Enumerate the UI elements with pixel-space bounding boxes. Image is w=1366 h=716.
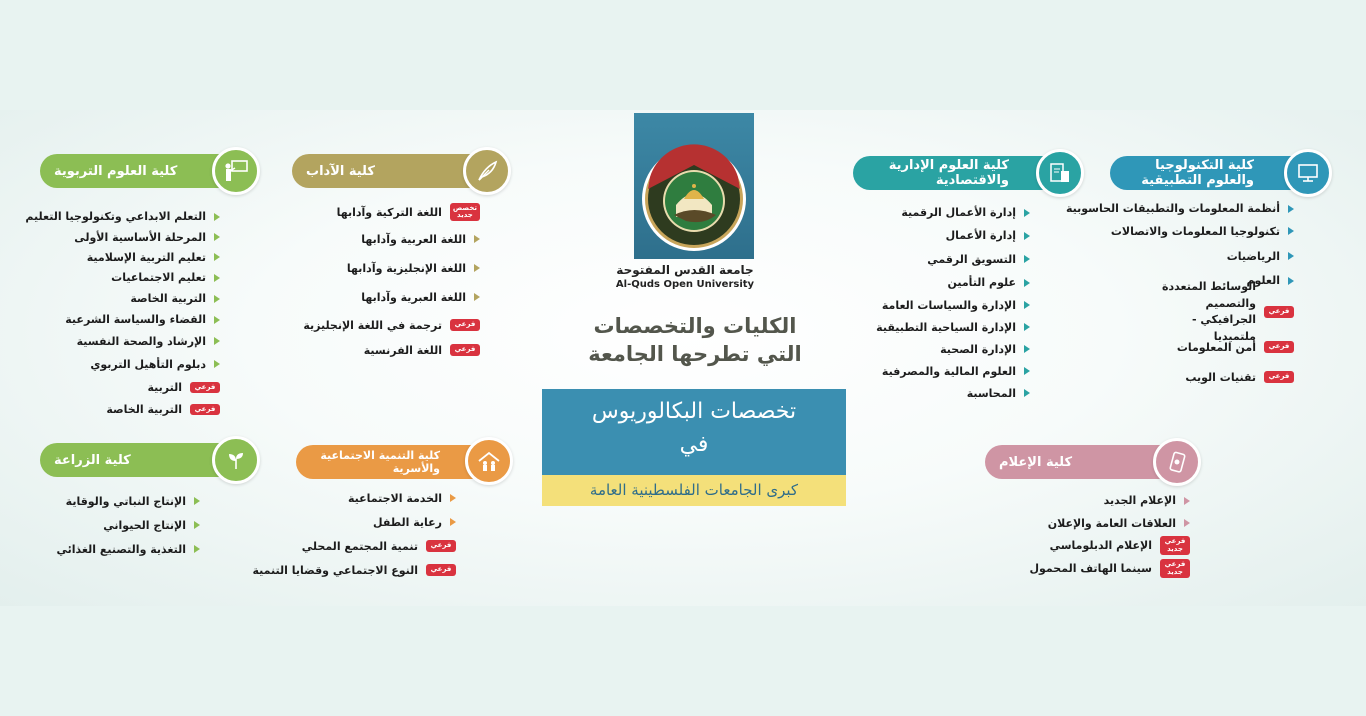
list-item[interactable]: الإنتاج النباتي والوقاية bbox=[60, 489, 200, 513]
bachelor-programs-box bbox=[542, 389, 846, 475]
list-item[interactable]: الإنتاج الحيواني bbox=[60, 513, 200, 537]
bullet-icon bbox=[214, 360, 220, 368]
college-management-list bbox=[876, 201, 1030, 404]
list-item[interactable]: إدارة الأعمال bbox=[880, 224, 1030, 247]
headline-line-1: الكليات والتخصصات bbox=[593, 314, 797, 338]
bullet-icon bbox=[474, 264, 480, 272]
branch-badge: فرعي bbox=[1264, 341, 1294, 352]
bullet-icon bbox=[450, 518, 456, 526]
bullet-icon bbox=[194, 497, 200, 505]
list-item[interactable]: القضاء والسياسة الشرعية bbox=[50, 309, 220, 330]
university-name-en: Al-Quds Open University bbox=[615, 279, 755, 290]
college-social-header[interactable] bbox=[296, 445, 492, 479]
bullet-icon bbox=[1184, 519, 1190, 527]
bullet-icon bbox=[1024, 209, 1030, 217]
list-item[interactable]: الإرشاد والصحة النفسية bbox=[50, 330, 220, 352]
list-item[interactable]: تعليم الاجتماعيات bbox=[50, 267, 220, 288]
college-technology-list bbox=[1065, 198, 1294, 392]
branch-badge: فرعي bbox=[426, 540, 456, 551]
bullet-icon bbox=[1288, 252, 1294, 260]
bullet-icon bbox=[1024, 389, 1030, 397]
computer-monitor-icon bbox=[1284, 149, 1332, 197]
branch-badge: فرعي bbox=[450, 319, 480, 330]
list-item[interactable]: فرعي جديد الإعلام الدبلوماسي bbox=[1030, 534, 1190, 557]
branch-badge: فرعي bbox=[190, 404, 220, 415]
bullet-icon bbox=[474, 293, 480, 301]
list-item[interactable]: فرعي ترجمة في اللغة الإنجليزية bbox=[300, 312, 480, 338]
list-item[interactable]: إدارة الأعمال الرقمية bbox=[880, 201, 1030, 224]
branch-new-badge: فرعي جديد bbox=[1160, 536, 1190, 555]
list-item[interactable]: التغذية والتصنيع الغذائي bbox=[60, 537, 200, 561]
branch-new-badge: فرعي جديد bbox=[1160, 559, 1190, 578]
bullet-icon bbox=[214, 295, 220, 303]
bullet-icon bbox=[1024, 301, 1030, 309]
family-house-icon bbox=[465, 437, 513, 485]
headline-line-2: التي تطرحها الجامعة bbox=[588, 342, 802, 367]
college-agriculture-header[interactable] bbox=[40, 443, 236, 477]
bullet-icon bbox=[214, 213, 220, 221]
college-arts-header[interactable] bbox=[292, 154, 488, 188]
college-management-header[interactable] bbox=[853, 156, 1065, 190]
list-item[interactable]: فرعي أمن المعلومات bbox=[1110, 332, 1294, 362]
college-management-title: كلية العلوم الإدارية والاقتصادية bbox=[888, 158, 1009, 188]
bullet-icon bbox=[1288, 277, 1294, 285]
list-item[interactable]: الإعلام الجديد bbox=[1030, 489, 1190, 512]
university-name-ar: جامعة القدس المفتوحة bbox=[616, 263, 754, 277]
list-item[interactable]: فرعي النوع الاجتماعي وقضايا التنمية bbox=[296, 558, 456, 582]
list-item[interactable]: الإدارة السياحية التطبيقية bbox=[880, 316, 1030, 338]
list-item[interactable]: تخصص جديد اللغة التركية وآدابها bbox=[300, 200, 480, 224]
list-item[interactable]: فرعي اللغة الفرنسية bbox=[300, 338, 480, 362]
lightbulb-plant-icon bbox=[212, 436, 260, 484]
list-item[interactable]: التعلم الابداعي وتكنولوجيا التعليم bbox=[50, 206, 220, 227]
college-education-list bbox=[25, 206, 220, 420]
bullet-icon bbox=[1024, 232, 1030, 240]
list-item[interactable]: فرعي الوسائط المتعددة والتصميم الجرافيكي - ملتميديا bbox=[1110, 292, 1294, 332]
list-item[interactable]: العلاقات العامة والإعلان bbox=[1030, 512, 1190, 534]
list-item[interactable]: تعليم التربية الإسلامية bbox=[50, 247, 220, 267]
list-item[interactable]: فرعي تقنيات الويب bbox=[1110, 362, 1294, 392]
list-item[interactable]: فرعي جديد سينما الهاتف المحمول bbox=[1030, 557, 1190, 580]
list-item[interactable]: فرعي تنمية المجتمع المحلي bbox=[296, 534, 456, 558]
bullet-icon bbox=[194, 521, 200, 529]
college-education-title: كلية العلوم التربوية bbox=[54, 163, 178, 179]
college-agriculture-title: كلية الزراعة bbox=[54, 452, 131, 468]
college-media-header[interactable] bbox=[985, 445, 1181, 479]
list-item[interactable]: علوم التأمين bbox=[880, 271, 1030, 294]
list-item[interactable]: الإدارة والسياسات العامة bbox=[880, 294, 1030, 316]
bullet-icon bbox=[214, 316, 220, 324]
branch-badge: فرعي bbox=[450, 344, 480, 355]
list-item[interactable]: تكنولوجيا المعلومات والاتصالات bbox=[1110, 219, 1294, 243]
list-item[interactable]: فرعي التربية bbox=[50, 376, 220, 399]
list-item[interactable]: دبلوم التأهيل التربوي bbox=[50, 352, 220, 376]
branch-badge: فرعي bbox=[426, 564, 456, 575]
bullet-icon bbox=[450, 494, 456, 502]
list-item[interactable]: المحاسبة bbox=[880, 382, 1030, 404]
university-logo bbox=[634, 113, 754, 259]
bullet-icon bbox=[214, 253, 220, 261]
bullet-icon bbox=[194, 545, 200, 553]
list-item[interactable]: التربية الخاصة bbox=[50, 288, 220, 309]
bullet-icon bbox=[1288, 205, 1294, 213]
center-title: تخصصات البكالوريوس bbox=[591, 399, 797, 424]
page-headline bbox=[560, 312, 830, 369]
bullet-icon bbox=[1024, 345, 1030, 353]
bullet-icon bbox=[1288, 227, 1294, 235]
college-social-title: كلية التنمية الاجتماعية والأسرية bbox=[320, 449, 440, 475]
college-technology-title: كلية التكنولوجيا والعلوم التطبيقية bbox=[1141, 158, 1254, 188]
list-item[interactable]: العلوم bbox=[1110, 269, 1294, 292]
list-item[interactable]: اللغة العبرية وآدابها bbox=[300, 282, 480, 312]
branch-badge: فرعي bbox=[1264, 371, 1294, 382]
bullet-icon bbox=[214, 337, 220, 345]
bullet-icon bbox=[474, 235, 480, 243]
college-education-header[interactable] bbox=[40, 154, 236, 188]
list-item[interactable]: التسويق الرقمي bbox=[880, 247, 1030, 271]
college-arts-list bbox=[300, 200, 480, 362]
list-item[interactable]: الخدمة الاجتماعية bbox=[296, 486, 456, 510]
list-item[interactable]: اللغة الإنجليزية وآدابها bbox=[300, 254, 480, 282]
college-arts-title: كلية الآداب bbox=[306, 163, 375, 179]
college-media-title: كلية الإعلام bbox=[999, 454, 1072, 470]
center-subtitle: في bbox=[679, 432, 709, 457]
list-item[interactable]: الإدارة الصحية bbox=[880, 338, 1030, 360]
list-item[interactable]: الرياضيات bbox=[1110, 243, 1294, 269]
college-media-list bbox=[1030, 489, 1190, 580]
college-technology-header[interactable] bbox=[1110, 156, 1310, 190]
smartphone-media-icon bbox=[1153, 438, 1201, 486]
list-item[interactable]: فرعي التربية الخاصة bbox=[50, 399, 220, 420]
center-footer: كبرى الجامعات الفلسطينية العامة bbox=[542, 475, 846, 506]
bullet-icon bbox=[1184, 497, 1190, 505]
document-calculator-icon bbox=[1036, 149, 1084, 197]
branch-badge: فرعي bbox=[190, 382, 220, 393]
bullet-icon bbox=[214, 233, 220, 241]
teacher-board-icon bbox=[212, 147, 260, 195]
bullet-icon bbox=[214, 274, 220, 282]
list-item[interactable]: اللغة العربية وآدابها bbox=[300, 224, 480, 254]
college-social-list bbox=[252, 486, 456, 582]
list-item[interactable]: أنظمة المعلومات والتطبيقات الحاسوبية bbox=[1110, 198, 1294, 219]
bullet-icon bbox=[1024, 367, 1030, 375]
list-item[interactable]: العلوم المالية والمصرفية bbox=[880, 360, 1030, 382]
bullet-icon bbox=[1024, 255, 1030, 263]
list-item[interactable]: المرحلة الأساسية الأولى bbox=[50, 227, 220, 247]
new-specialty-badge: تخصص جديد bbox=[450, 203, 480, 222]
branch-badge: فرعي bbox=[1264, 306, 1294, 317]
list-item[interactable]: رعاية الطفل bbox=[296, 510, 456, 534]
college-agriculture-list bbox=[56, 489, 200, 561]
feather-icon bbox=[463, 147, 511, 195]
bullet-icon bbox=[1024, 279, 1030, 287]
bullet-icon bbox=[1024, 323, 1030, 331]
